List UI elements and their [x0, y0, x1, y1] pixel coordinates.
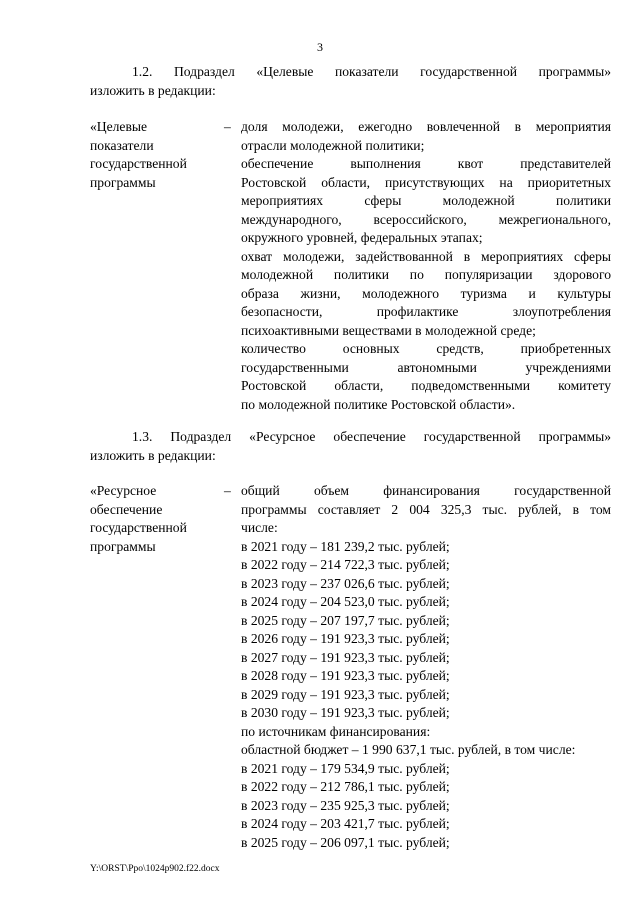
text-line: доля молодежи, ежегодно вовлеченной в мероприятия: [241, 119, 611, 134]
section-1-2-line-1: 1.2. Подраздел «Целевые показатели государственной программы»: [132, 64, 611, 79]
section-1-2-intro: [90, 63, 611, 100]
text-line: отрасли молодежной политики;: [241, 137, 425, 153]
target-indicators-text: [241, 118, 611, 414]
text-line: в 2022 году – 212 786,1 тыс. рублей;: [241, 779, 450, 794]
text-line: числе:: [241, 520, 278, 535]
text-line: в 2024 году – 204 523,0 тыс. рублей;: [241, 594, 450, 609]
section-1-2-line-2: изложить в редакции:: [90, 82, 216, 98]
text-line: безопасности, профилактике злоупотребления: [241, 304, 611, 319]
text-line: в 2027 году – 191 923,3 тыс. рублей;: [241, 649, 450, 665]
page-number: 3: [317, 40, 323, 54]
text-line: по источникам финансирования:: [241, 723, 431, 739]
text-line: обеспечение выполнения квот представителей: [241, 156, 611, 171]
text-line: в 2029 году – 191 923,3 тыс. рублей;: [241, 686, 450, 702]
text-line: психоактивными веществами в молодежной среде;: [241, 322, 536, 338]
resource-provision-text: [241, 482, 611, 852]
text-line: программы составляет 2 004 325,3 тыс. рублей, в том: [241, 501, 611, 517]
label-line: показатели: [90, 137, 154, 153]
text-line: в 2024 году – 203 421,7 тыс. рублей;: [241, 816, 450, 831]
resource-provision-dash: –: [224, 483, 231, 498]
text-line: в 2026 году – 191 923,3 тыс. рублей;: [241, 631, 450, 646]
section-1-3-line-1: 1.3. Подраздел «Ресурсное обеспечение государственной программы»: [132, 429, 611, 444]
text-line: в 2030 году – 191 923,3 тыс. рублей;: [241, 705, 450, 720]
text-line: Ростовской области, подведомственными комитету: [241, 378, 611, 393]
section-1-3-line-2: изложить в редакции:: [90, 447, 216, 463]
target-indicators-dash: –: [224, 119, 231, 134]
text-line: в 2025 году – 206 097,1 тыс. рублей;: [241, 834, 450, 850]
target-indicators-label: [90, 118, 220, 192]
text-line: международного, всероссийского, межрегионального,: [241, 211, 611, 227]
text-line: областной бюджет – 1 990 637,1 тыс. рублей, в том числе:: [241, 742, 576, 757]
label-line: государственной: [90, 520, 187, 535]
label-line: «Ресурсное: [90, 483, 157, 498]
text-line: общий объем финансирования государственной: [241, 483, 611, 498]
label-line: программы: [90, 538, 156, 554]
text-line: государственными автономными учреждениями: [241, 359, 611, 375]
label-line: программы: [90, 174, 156, 190]
text-line: образа жизни, молодежного туризма и культуры: [241, 285, 611, 301]
text-line: количество основных средств, приобретенных: [241, 341, 611, 356]
text-line: в 2021 году – 179 534,9 тыс. рублей;: [241, 760, 450, 776]
label-line: государственной: [90, 156, 187, 171]
label-line: обеспечение: [90, 501, 163, 517]
text-line: в 2025 году – 207 197,7 тыс. рублей;: [241, 612, 450, 628]
text-line: охват молодежи, задействованной в мероприятиях сферы: [241, 248, 611, 264]
resource-provision-label: [90, 482, 220, 556]
text-line: в 2023 году – 235 925,3 тыс. рублей;: [241, 797, 450, 813]
text-line: мероприятиях сферы молодежной политики: [241, 193, 611, 208]
text-line: молодежной политики по популяризации здорового: [241, 267, 611, 282]
section-1-3-intro: [90, 428, 611, 465]
text-line: окружного уровней, федеральных этапах;: [241, 230, 483, 245]
label-line: «Целевые: [90, 119, 148, 134]
file-path-footer: Y:\ORST\Ppo\1024p902.f22.docx: [90, 864, 220, 874]
text-line: в 2022 году – 214 722,3 тыс. рублей;: [241, 557, 450, 572]
text-line: в 2028 году – 191 923,3 тыс. рублей;: [241, 668, 450, 683]
text-line: в 2021 году – 181 239,2 тыс. рублей;: [241, 538, 450, 554]
text-line: Ростовской области, присутствующих на приоритетных: [241, 174, 611, 190]
text-line: по молодежной политике Ростовской области».: [241, 396, 516, 412]
text-line: в 2023 году – 237 026,6 тыс. рублей;: [241, 575, 450, 591]
